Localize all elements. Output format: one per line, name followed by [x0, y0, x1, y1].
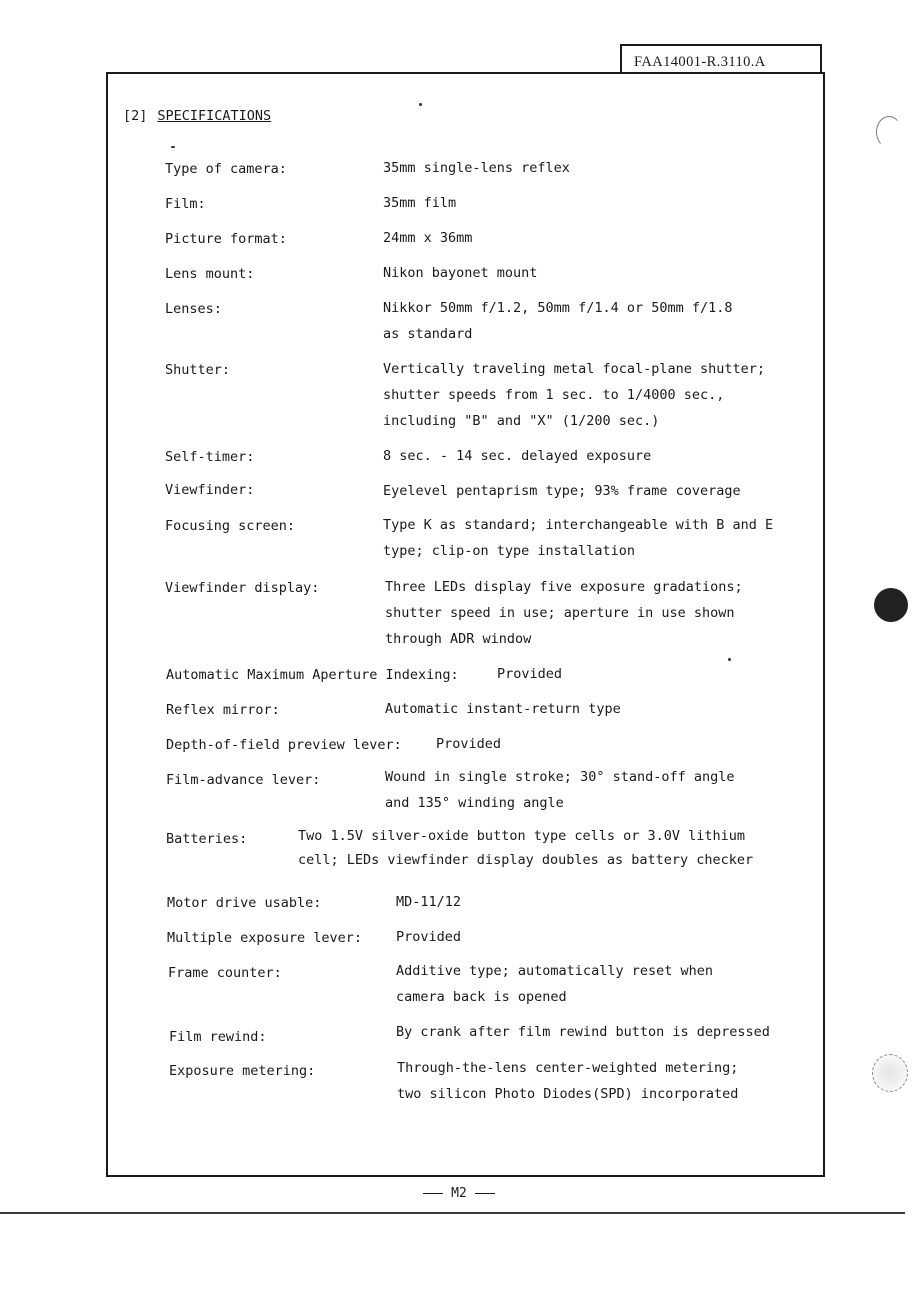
spec-value-line: Type K as standard; interchangeable with B and E [383, 517, 774, 533]
spec-value-line: and 135° winding angle [385, 795, 564, 811]
spec-value-type-of-camera [383, 155, 570, 181]
spec-label-shutter: Shutter: [165, 362, 231, 378]
spec-value-motor-drive-usable [396, 889, 461, 915]
spec-label-film-advance-lever: Film-advance lever: [166, 772, 321, 788]
section-heading [123, 108, 271, 124]
section-number: [2] [123, 108, 148, 124]
spec-label-automatic-maximum-aperture-indexing: Automatic Maximum Aperture Indexing: [166, 667, 459, 683]
bottom-rule [0, 1212, 905, 1214]
scan-speck [728, 658, 731, 661]
spec-value-viewfinder-display [385, 574, 743, 652]
footer-dash-left [423, 1193, 443, 1195]
spec-label-self-timer: Self-timer: [165, 449, 255, 465]
page-footer [0, 1186, 918, 1201]
spec-value-frame-counter [396, 958, 713, 1010]
spec-value-line: Three LEDs display five exposure gradations; [385, 579, 743, 595]
spec-value-reflex-mirror [385, 696, 621, 722]
spec-value-line: Provided [497, 666, 563, 682]
spec-label-batteries: Batteries: [166, 831, 248, 847]
spec-label-viewfinder: Viewfinder: [165, 482, 255, 498]
spec-value-line: Nikon bayonet mount [383, 265, 538, 281]
spec-value-depth-of-field-preview-lever [436, 731, 501, 757]
spec-label-lens-mount: Lens mount: [165, 266, 255, 282]
spec-label-multiple-exposure-lever: Multiple exposure lever: [167, 930, 363, 946]
spec-value-line: Wound in single stroke; 30° stand-off angle [385, 769, 735, 785]
spec-value-line: Nikkor 50mm f/1.2, 50mm f/1.4 or 50mm f/1.8 [383, 300, 733, 316]
spec-value-line: Additive type; automatically reset when [396, 963, 713, 979]
spec-label-frame-counter: Frame counter: [168, 965, 282, 981]
binder-hole-mark [874, 588, 908, 622]
spec-value-line: Automatic instant-return type [385, 701, 621, 717]
spec-label-focusing-screen: Focusing screen: [165, 518, 296, 534]
spec-value-line: Provided [436, 736, 502, 752]
binder-hole-mark [872, 1054, 908, 1092]
spec-label-viewfinder-display: Viewfinder display: [165, 580, 320, 596]
spec-label-picture-format: Picture format: [165, 231, 287, 247]
spec-value-lens-mount [383, 260, 537, 286]
spec-label-film: Film: [165, 196, 206, 212]
spec-value-line: including "B" and "X" (1/200 sec.) [383, 413, 660, 429]
spec-value-line: Through-the-lens center-weighted metering; [397, 1060, 739, 1076]
section-title: SPECIFICATIONS [157, 108, 272, 124]
spec-value-line: MD-11/12 [396, 894, 462, 910]
scan-speck [419, 103, 422, 106]
spec-value-line: two silicon Photo Diodes(SPD) incorporated [397, 1086, 739, 1102]
spec-value-line: 24mm x 36mm [383, 230, 473, 246]
spec-value-focusing-screen [383, 512, 773, 564]
spec-value-film [383, 190, 456, 216]
spec-value-line: camera back is opened [396, 989, 567, 1005]
spec-value-line: 8 sec. - 14 sec. delayed exposure [383, 448, 652, 464]
spec-value-line: as standard [383, 326, 473, 342]
spec-value-picture-format [383, 225, 472, 251]
spec-value-lenses [383, 295, 733, 347]
spec-value-line: cell; LEDs viewfinder display doubles as battery checker [298, 852, 754, 868]
spec-label-type-of-camera: Type of camera: [165, 161, 287, 177]
spec-value-line: shutter speeds from 1 sec. to 1/4000 sec., [383, 387, 725, 403]
spec-value-line: type; clip-on type installation [383, 543, 635, 559]
spec-value-line: shutter speed in use; aperture in use shown [385, 605, 735, 621]
spec-value-viewfinder [383, 478, 741, 504]
footer-dash-right [475, 1193, 495, 1195]
binder-hole-mark [876, 116, 902, 148]
spec-label-motor-drive-usable: Motor drive usable: [167, 895, 322, 911]
spec-value-multiple-exposure-lever [396, 924, 461, 950]
spec-label-reflex-mirror: Reflex mirror: [166, 702, 280, 718]
spec-value-film-rewind [396, 1019, 770, 1045]
spec-value-line: Two 1.5V silver-oxide button type cells or 3.0V lithium [298, 828, 746, 844]
spec-value-shutter [383, 356, 765, 434]
scan-speck [171, 146, 175, 148]
page-number: M2 [451, 1186, 467, 1201]
spec-value-line: Provided [396, 929, 462, 945]
spec-value-batteries [298, 824, 753, 872]
spec-value-film-advance-lever [385, 764, 735, 816]
document-number: FAA14001-R.3110.A [620, 44, 822, 72]
spec-value-automatic-maximum-aperture-indexing [497, 661, 562, 687]
spec-value-line: through ADR window [385, 631, 532, 647]
spec-value-self-timer [383, 443, 651, 469]
spec-value-line: 35mm film [383, 195, 457, 211]
spec-value-line: 35mm single-lens reflex [383, 160, 570, 176]
spec-label-exposure-metering: Exposure metering: [169, 1063, 316, 1079]
spec-value-exposure-metering [397, 1055, 738, 1107]
spec-label-depth-of-field-preview-lever: Depth-of-field preview lever: [166, 737, 402, 753]
spec-value-line: By crank after film rewind button is depressed [396, 1024, 770, 1040]
spec-value-line: Vertically traveling metal focal-plane shutter; [383, 361, 766, 377]
spec-value-line: Eyelevel pentaprism type; 93% frame coverage [383, 483, 741, 499]
spec-label-film-rewind: Film rewind: [169, 1029, 267, 1045]
spec-label-lenses: Lenses: [165, 301, 222, 317]
